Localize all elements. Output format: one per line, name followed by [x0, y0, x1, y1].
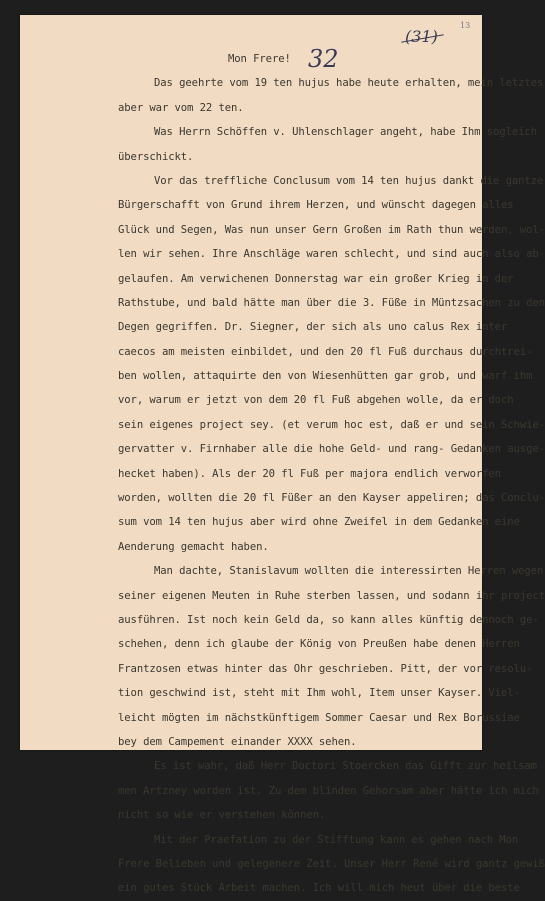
letter-line: Glück und Segen, Was nun unser Gern Großen im Rath thun werden, wol-: [118, 223, 545, 236]
handwritten-page-number: 32: [308, 45, 339, 73]
letter-line: Frantzosen etwas hinter das Ohr geschrieben. Pitt, der vor resolu-: [118, 662, 533, 675]
salutation: Mon Frere!: [228, 53, 291, 65]
letter-line: überschickt.: [118, 150, 194, 163]
letter-line: len wir sehen. Ihre Anschläge waren schlecht, und sind auch also ab-: [118, 248, 545, 261]
letter-page: [20, 15, 545, 895]
letter-line: worden, wollten die 20 fl Füßer an den Kayser appeliren; das Conclu-: [118, 492, 545, 505]
letter-line: men Artzney worden ist. Zu dem blinden Gehorsam aber hätte ich mich: [118, 784, 539, 797]
letter-body: [118, 47, 545, 901]
letter-line: caecos am meisten einbildet, und den 20 fl Fuß durchaus durchtrei-: [118, 345, 533, 358]
corner-mark: 13: [460, 21, 471, 30]
letter-line: Degen gegriffen. Dr. Siegner, der sich als uno calus Rex inter: [118, 321, 508, 334]
letter-line: Vor das treffliche Conclusum vom 14 ten hujus dankt die gantze: [154, 174, 544, 187]
archive-number: (31): [405, 27, 438, 46]
letter-line: schehen, denn ich glaube der König von Preußen habe denen Herren: [118, 638, 520, 651]
letter-line: Was Herrn Schöffen v. Uhlenschlager angeht, habe Ihm sogleich: [154, 126, 537, 139]
letter-line: Bürgerschafft von Grund ihrem Herzen, und wünscht dagegen alles: [118, 199, 514, 212]
letter-line: bey dem Campement einander XXXX sehen.: [118, 735, 357, 748]
letter-line: Man dachte, Stanislavum wollten die interessirten Herren wegen: [154, 565, 544, 578]
letter-line: Frere Belieben und gelegenere Zeit. Unser Herr René wird gantz gewiß: [118, 857, 545, 870]
letter-line: Es ist wahr, daß Herr Doctori Stoercken das Gifft zur heilsam: [154, 760, 537, 773]
letter-line: leicht mögten im nächstkünftigem Sommer Caesar und Rex Borussiae: [118, 711, 520, 724]
letter-line: Aenderung gemacht haben.: [118, 540, 269, 553]
letter-line: seiner eigenen Meuten in Ruhe sterben lassen, und sodann ihr project: [118, 589, 545, 602]
letter-line: tion geschwind ist, steht mit Ihm wohl, Item unser Kayser. Viel-: [118, 687, 520, 700]
letter-line: vor, warum er jetzt von dem 20 fl Fuß abgehen wolle, da er doch: [118, 394, 514, 407]
letter-line: Das geehrte vom 19 ten hujus habe heute erhalten, mein letztes: [154, 77, 544, 90]
letter-line: nicht so wie er verstehen können.: [118, 809, 326, 822]
letter-line: aber war vom 22 ten.: [118, 101, 244, 114]
letter-line: sein eigenes project sey. (et verum hoc est, daß er und sein Schwie-: [118, 418, 545, 431]
letter-line: ein gutes Stück Arbeit machen. Ich will mich heut über die beste: [118, 882, 520, 895]
letter-line: hecket haben). Als der 20 fl Fuß per majora endlich verworfen: [118, 467, 501, 480]
letter-line: sum vom 14 ten hujus aber wird ohne Zweifel in dem Gedanken eine: [118, 516, 520, 529]
letter-line: ben wollen, attaquirte den von Wiesenhütten gar grob, und warf ihm: [118, 370, 533, 383]
letter-line: Mit der Praefation zu der Stifftung kann es gehen nach Mon: [154, 833, 519, 846]
letter-line: Rathstube, und bald hätte man über die 3. Füße in Müntzsachen zu den: [118, 296, 545, 309]
letter-line: ausführen. Ist noch kein Geld da, so kann alles künftig dennoch ge-: [118, 613, 539, 626]
letter-line: gervatter v. Firnhaber alle die hohe Geld- und rang- Gedanken ausge-: [118, 443, 545, 456]
letter-line: gelaufen. Am verwichenen Donnerstag war ein großer Krieg in der: [118, 272, 514, 285]
